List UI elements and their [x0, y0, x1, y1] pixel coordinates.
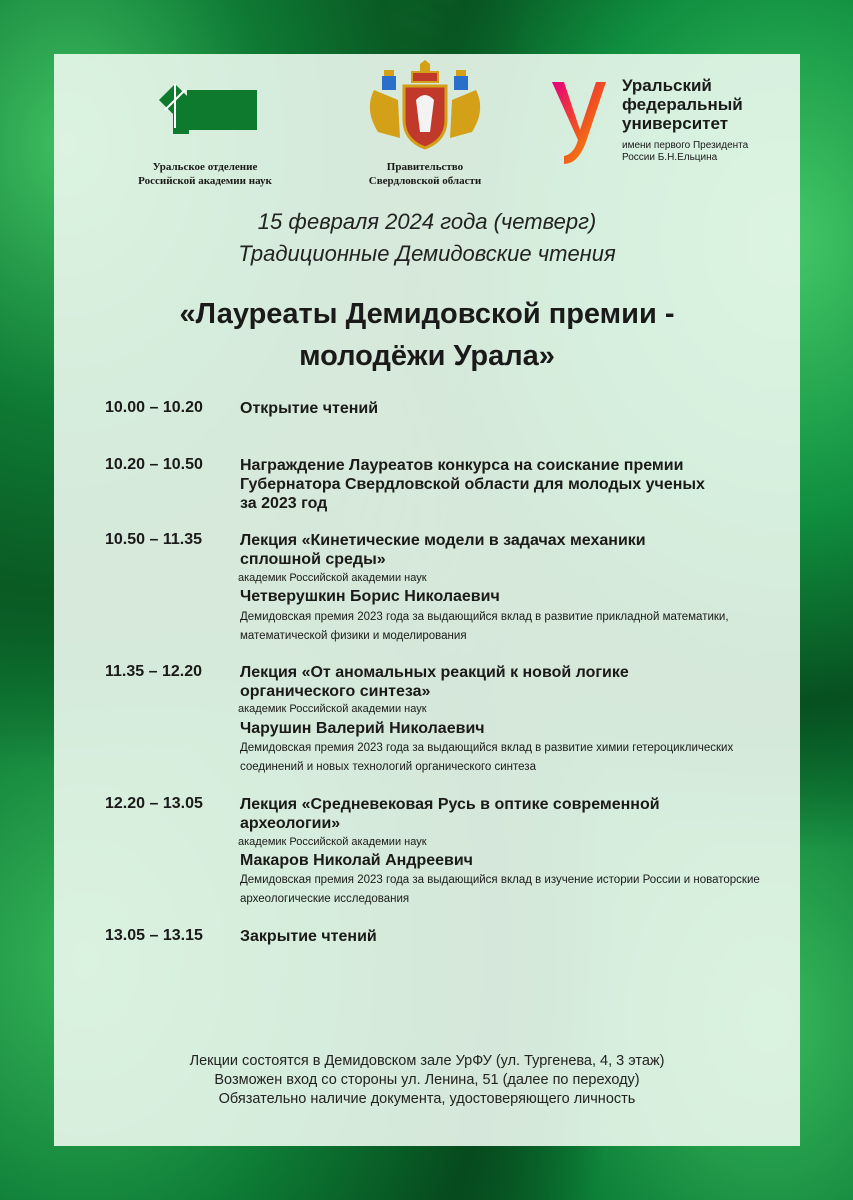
slot-title: Награждение Лауреатов конкурса на соискание премии Губернатора Свердловской области для молодых ученых за 2023 год — [240, 457, 705, 512]
urfu-name-line1: Уральский — [622, 76, 712, 95]
schedule-item — [105, 456, 765, 516]
slot-title: Открытие чтений — [240, 400, 379, 417]
footer-line2: Возможен вход со стороны ул. Ленина, 51 (далее по переходу) — [214, 1072, 640, 1088]
title-line1: «Лауреаты Демидовской премии - — [179, 298, 675, 330]
urfu-name-line3: университет — [622, 114, 729, 133]
schedule-item — [105, 927, 765, 951]
speaker-name: Чарушин Валерий Николаевич — [240, 720, 485, 737]
slot-title: Лекция «От аномальных реакций к новой логике органического синтеза» — [240, 664, 629, 700]
speaker-name: Макаров Николай Андреевич — [240, 852, 473, 869]
slot-time: 10.00 – 10.20 — [105, 399, 203, 416]
urfu-u-emblem-icon — [550, 78, 610, 170]
speaker-role: академик Российской академии наук — [238, 703, 427, 715]
footer-notes — [54, 1052, 800, 1109]
uro-caption-line2: Российской академии наук — [138, 175, 272, 187]
urfu-name-line2: федеральный — [622, 95, 743, 114]
government-logo — [330, 60, 520, 188]
slot-title: Лекция «Кинетические модели в задачах механики сплошной среды» — [240, 532, 646, 568]
uro-ran-logo — [105, 76, 305, 188]
slot-title: Закрытие чтений — [240, 928, 377, 945]
speaker-name: Четверушкин Борис Николаевич — [240, 588, 500, 605]
speaker-award: Демидовская премия 2023 года за выдающийся вклад в изучение истории России и новаторские археологические исследования — [240, 874, 760, 905]
footer-line3: Обязательно наличие документа, удостоверяющего личность — [218, 1091, 636, 1107]
slot-time: 10.50 – 11.35 — [105, 531, 202, 548]
title-line2: молодёжи Урала» — [299, 340, 555, 372]
urfu-sub-line2: России Б.Н.Ельцина — [622, 152, 718, 163]
uro-caption-line1: Уральское отделение — [152, 161, 258, 173]
slot-title: Лекция «Средневековая Русь в оптике современной археологии» — [240, 796, 660, 832]
schedule-item — [105, 399, 765, 423]
schedule-item — [105, 795, 765, 910]
slot-time: 10.20 – 10.50 — [105, 456, 203, 473]
gov-caption-line2: Свердловской области — [368, 175, 482, 187]
schedule-item — [105, 663, 765, 778]
speaker-award: Демидовская премия 2023 года за выдающийся вклад в развитие химии гетероциклических соединений и новых технологий органического синтеза — [240, 742, 734, 773]
speaker-award: Демидовская премия 2023 года за выдающийся вклад в развитие прикладной математики, математической физики и моделирования — [240, 611, 729, 642]
slot-time: 12.20 – 13.05 — [105, 795, 203, 812]
urfu-sub-line1: имени первого Президента — [622, 140, 749, 151]
schedule-item — [105, 531, 765, 646]
uro-ran-emblem-icon — [145, 76, 265, 138]
footer-line1: Лекции состоятся в Демидовском зале УрФУ (ул. Тургенева, 4, 3 этаж) — [189, 1053, 665, 1069]
coat-of-arms-icon — [360, 60, 490, 152]
event-name: Традиционные Демидовские чтения — [238, 241, 616, 266]
speaker-role: академик Российской академии наук — [238, 572, 427, 584]
slot-time: 11.35 – 12.20 — [105, 663, 202, 680]
speaker-role: академик Российской академии наук — [238, 836, 427, 848]
event-date: 15 февраля 2024 года (четверг) — [257, 209, 597, 234]
gov-caption-line1: Правительство — [386, 161, 464, 173]
urfu-logo — [550, 74, 780, 174]
slot-time: 13.05 – 13.15 — [105, 927, 203, 944]
